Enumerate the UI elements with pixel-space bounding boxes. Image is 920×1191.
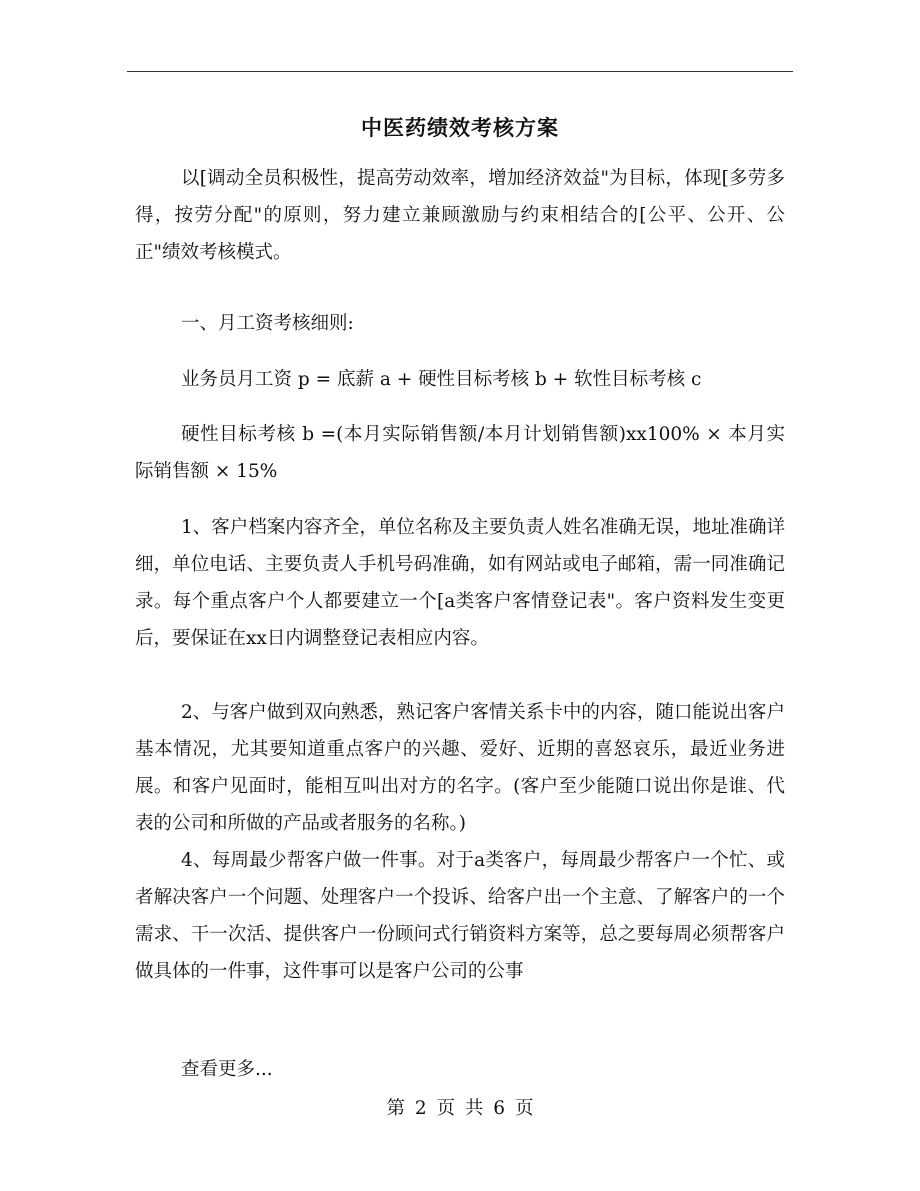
intro-paragraph: 以[调动全员积极性，提高劳动效率，增加经济效益"为目标，体现[多劳多得，按劳分配"的原则，努力建立兼顾激励与约束相结合的[公平、公开、公正"绩效考核模式。 — [135, 168, 785, 263]
page-indicator: 第 2 页 共 6 页 — [386, 1098, 534, 1119]
rule-paragraph-1: 1、客户档案内容齐全，单位名称及主要负责人姓名准确无误，地址准确详细，单位电话、主要负责人手机号码准确，如有网站或电子邮箱，需一同准确记录。每个重点客户个人都要建立一个[a类客户客情登记表"。客户资料发生变更后，要保证在xx日内调整登记表相应内容。 — [135, 517, 785, 649]
rule-paragraph-4: 4、每周最少帮客户做一件事。对于a类客户，每周最少帮客户一个忙、或者解决客户一个问题、处理客户一个投诉、给客户出一个主意、了解客户的一个需求、干一次活、提供客户一份顾问式行销资料方案等，总之要每周必须帮客户做具体的一件事，这件事可以是客户公司的公事 — [135, 850, 785, 982]
rule-paragraph-2: 2、与客户做到双向熟悉，熟记客户客情关系卡中的内容，随口能说出客户基本情况，尤其要知道重点客户的兴趣、爱好、近期的喜怒哀乐，最近业务进展。和客户见面时，能相互叫出对方的名字。(客户至少能随口说出你是谁、代表的公司和所做的产品或者服务的名称。) — [135, 702, 785, 834]
section-heading: 一、月工资考核细则: — [181, 313, 354, 334]
hard-target-formula: 硬性目标考核 b =(本月实际销售额/本月计划销售额)xx100% × 本月实际销售额 × 15% — [135, 424, 785, 482]
view-more-link[interactable]: 查看更多... — [181, 1059, 273, 1080]
header-divider — [127, 71, 793, 72]
salary-formula: 业务员月工资 p = 底薪 a + 硬性目标考核 b + 软性目标考核 c — [181, 369, 702, 390]
document-title: 中医药绩效考核方案 — [361, 115, 559, 140]
